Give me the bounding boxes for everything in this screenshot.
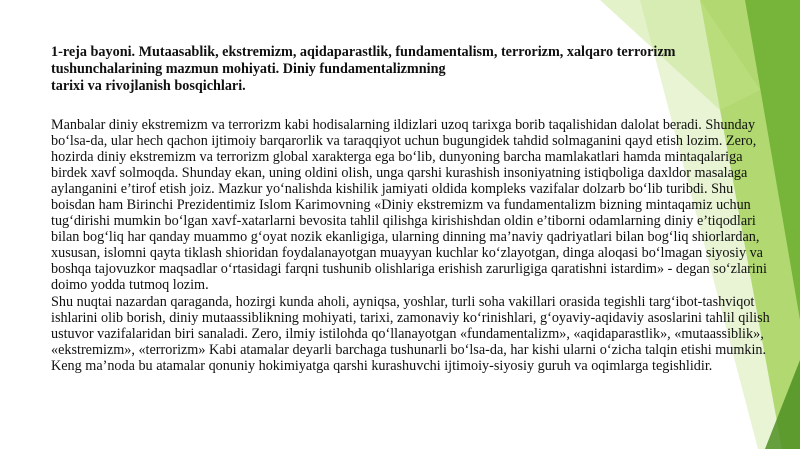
title-line: 1-reja bayoni. Mutaasablik, ekstremizm, aqidaparastlik, fundamentalism, terrorizm, xalqaro terrorizm [51,44,676,60]
slide-content [51,44,776,374]
body-paragraph: Shu nuqtai nazardan qaraganda, hozirgi kunda aholi, ayniqsa, yoshlar, turli soha vakillari orasida tegishli targ‘ibot-tashviqot ishlarini olib borish, diniy mutaassiblikning mohiyati, tarixi, zamonaviy ko‘rinishlari, g‘oyaviy-aqidaviy asoslarini tahlil qilish ustuvor vazifalaridan biri sanaladi. Zero, ilmiy istilohda qo‘llanayotgan «fundamentalizm», «aqidaparastlik», «mutaassiblik», «ekstremizm», «terrorizm» Kabi atamalar deyarli barchaga tushunarli bo‘lsa-da, har kishi ularni o‘zicha talqin etishi mumkin. Keng ma’noda bu atamalar qonuniy hokimiyatga qarshi kurashuvchi ijtimoiy-siyosiy guruh va oqimlarga tegishlidir. [51,293,770,374]
slide-title [51,44,776,95]
title-line: tarixi va rivojlanish bosqichlari. [51,78,246,94]
title-line: tushunchalarining mazmun mohiyati. Diniy fundamentalizmning [51,61,446,77]
slide-body [51,117,776,374]
body-paragraph: Manbalar diniy ekstremizm va terrorizm kabi hodisalarning ildizlari uzoq tarixga borib taqalishidan dalolat beradi. Shunday bo‘lsa-da, ular hech qachon ijtimoiy barqarorlik va taraqqiyot uchun bugungidek tahdid solmaganini qayd etish lozim. Zero, hozirda diniy ekstremizm va terrorizm global xarakterga ega bo‘lib, dunyoning barcha mamlakatlari hamda mintaqalariga birdek xavf solmoqda. Shunday ekan, uning oldini olish, unga qarshi kurashish insoniyatning istiqboliga daxldor masalaga aylanganini e’tirof etish joiz. Mazkur yo‘nalishda kishilik jamiyati oldida kompleks vazifalar dolzarb bo‘lib turibdi. Shu boisdan ham Birinchi Prezidentimiz Islom Karimovning «Diniy ekstremizm va fundamentalizm bizning mintaqamiz uchun tug‘dirishi mumkin bo‘lgan xavf-xatarlarni bevosita tahlil qilishga kirishishdan oldin e’tiborni odamlarning diniy e’tiqodlari bilan bog‘liq har qanday muammo g‘oyat nozik ekanligiga, ularning dinning ma’naviy qadriyatlari bilan bog‘liq shiorlardan, xususan, islomni qayta tiklash shioridan foydalanayotgan muayyan kuchlar ko‘zlayotgan, dinga aloqasi bo‘lmagan siyosiy va boshqa tajovuzkor maqsadlar o‘rtasidagi farqni tushunib olishlariga erishish zarurligiga qaratishni istardim» - degan so‘zlarini doimo yodda tutmoq lozim. [51,117,767,294]
